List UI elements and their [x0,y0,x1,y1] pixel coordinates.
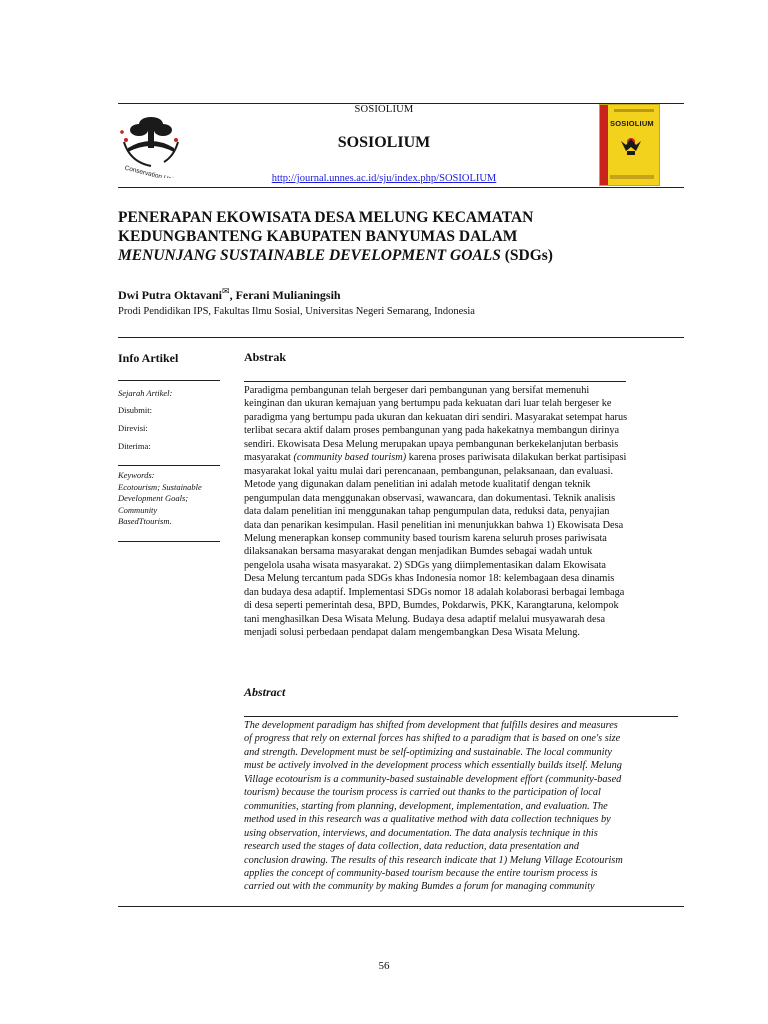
author-1: Dwi Putra Oktavani [118,288,223,302]
abstrak-line [244,451,678,464]
abstrak-line: Desa Melung tercantum pada SDGs khas Indonesia nomor 18: kelembagaan desa dinamis [244,573,615,585]
abstract-line: carried out with the community by making Bumdes a forum for managing community [244,881,595,893]
abstrak-line: masyarakat lokal yaitu mulai dari perencanaan, pembangunan, pelaksanaan, dan evaluasi. [244,465,614,477]
title-line-3 [118,246,658,265]
revised-label: Direvisi: [118,423,148,433]
section-top-rule [118,337,684,338]
abstrak-line: menjadi solusi perbedaan pendapat dalam mengembangkan Desa Wisata Melung. [244,627,580,639]
info-rule-2 [118,465,220,466]
journal-name: SOSIOLIUM [337,134,431,151]
abstract-line: conclusion drawing. The results of this research indicate that 1) Melung Village Ecotourism [244,854,623,866]
abstract-paragraph [244,719,678,903]
abstrak-line: Paradigma pembangunan telah bergeser dari pembangunan yang bersifat memenuhi [244,385,590,396]
abstract-line: communities, starting from planning, development, implementation, and evaluation. The [244,800,608,812]
title-line-3-rest: (SDGs) [500,247,553,264]
authors [118,286,341,303]
keyword-line: BasedTtourism. [118,516,172,526]
info-rule-1 [118,380,220,381]
abstrak-line: pengumpulan data menggunakan observasi, wawancara, dan dokumentasi. Teknik analisis [244,492,616,504]
logo-text: Conservation University [123,164,186,178]
keyword-line: Community [118,504,158,515]
cover-emblem-icon [618,131,644,157]
info-heading: Info Artikel [118,351,179,365]
abstrak-line-6-rest: karena proses pariwisata dilakukan berkat partisipasi [406,452,627,464]
keywords-label: Keywords: [118,470,155,480]
title-line-3-italic: MENUNJANG SUSTAINABLE DEVELOPMENT GOALS [118,247,501,264]
abstract-line: The development paradigm has shifted from development that fulfills desires and measures [244,720,618,731]
abstrak-line: keinginan dan ukuran kemajuan yang bertumpu pada kekuatan dari luar telah bergeser ke [244,398,612,410]
abstrak-line: data dalam penelitian ini menggunakan tahap pengumpulan data, reduksi data, penyajian [244,506,610,518]
section-bottom-rule [118,906,684,907]
abstrak-line: Melung menerapkan konsep community based tourism karena seluruh proses pariwisata [244,532,607,544]
abstrak-line: terlibat secara aktif dalam proses pembangunan yang pada hakekatnya membangun dirinya [244,425,620,437]
cover-bottom-mark [610,175,654,179]
affiliation: Prodi Pendidikan IPS, Fakultas Ilmu Sosial, Universitas Negeri Semarang, Indonesia [118,306,475,317]
page-number: 56 [378,960,390,972]
cover-stripe [600,105,608,185]
abstrak-line: di desa seperti pemerintah desa, BPD, Bumdes, Pokdarwis, PKK, Karangtaruna, kelompok [244,600,619,612]
abstrak-paragraph [244,384,678,640]
abstract-line: of progress that rely on external forces has shifted to a paradigm that is based on one's size [244,733,621,745]
abstract-line: research used the stages of data collection, data reduction, data presentation and [244,841,580,853]
journal-url-link[interactable]: http://journal.unnes.ac.id/sju/index.php/SOSIOLIUM [271,173,497,184]
cover-title: SOSIOLIUM [610,119,654,128]
keyword-line: Ecotourism; Sustainable [118,481,202,492]
abstract-line: tourism) because the tourism process is carried out thanks to the participation of local [244,787,601,799]
abstrak-heading: Abstrak [244,350,287,364]
title-line-1: PENERAPAN EKOWISATA DESA MELUNG KECAMATAN [118,209,534,226]
abstract-line: Village ecotourism is a community-based sustainable development effort (community-based [244,773,622,785]
abstract-line: using observation, interviews, and documentation. The data analysis technique in this [244,827,598,839]
keywords-block [118,470,226,528]
abstrak-line: tani menghasilkan Desa Wisata Melung. Budaya desa adaptif melalui musyawarah desa [244,613,606,625]
journal-name-small: SOSIOLIUM [354,104,414,115]
title-line-2: KEDUNGBANTENG KABUPATEN BANYUMAS DALAM [118,228,518,245]
submitted-label: Disubmit: [118,405,153,415]
abstract-heading: Abstract [244,685,286,699]
info-rule-3 [118,541,220,542]
history-label: Sejarah Artikel: [118,388,173,398]
abstract-line: method used in this research was a qualitative method with data collection techniques by [244,814,611,826]
abstrak-line: Metode yang digunakan dalam penelitian ini adalah metode kualitatif dengan teknik [244,479,591,491]
cover-top-mark [614,109,654,112]
abstract-line: applies the concept of community-based tourism because the entire tourism process is [244,867,598,879]
article-title [118,208,658,265]
abstrak-line-6-italic: (community based tourism) [293,452,407,464]
abstrak-line: paradigma yang bertumpu pada ukuran dan kekuatan diri sendiri. Masyarakat setempat harus [244,411,628,423]
abstrak-line: sendiri. Ekowisata Desa Melung merupakan upaya pembangunan berkekelanjutan berbasis [244,438,619,450]
accepted-label: Diterima: [118,441,151,451]
header-bottom-rule [118,187,684,188]
abstrak-rule [244,381,626,382]
journal-cover [599,104,660,186]
abstrak-line-6-start: masyarakat [244,452,294,464]
abstrak-line: data dan penarikan kesimpulan. Hasil penelitian ini menunjukkan bahwa 1) Ekowisata Desa [244,519,624,531]
abstract-line: must be actively involved in the development process which essentially builds itself. Melung [244,760,622,772]
abstrak-line: dan budaya desa adaptif. Implementasi SDGs nomor 18 adalah kolaborasi berbagai lembaga [244,586,625,598]
author-2: , Ferani Mulianingsih [229,288,341,302]
keyword-line: Development Goals; [118,493,189,503]
abstrak-line: dilaksanakan bersama masyarakat dengan menjadikan Bumdes sebagai wadah untuk [244,546,593,558]
abstract-rule [244,716,678,717]
envelope-icon: ✉ [222,286,230,296]
abstract-line: and strength. Development must be self-optimizing and sustainable. The local community [244,746,612,758]
abstrak-line: pengelola usaha wisata masyarakat. 2) SDGs yang diimplementasikan dalam Ekowisata [244,559,607,571]
